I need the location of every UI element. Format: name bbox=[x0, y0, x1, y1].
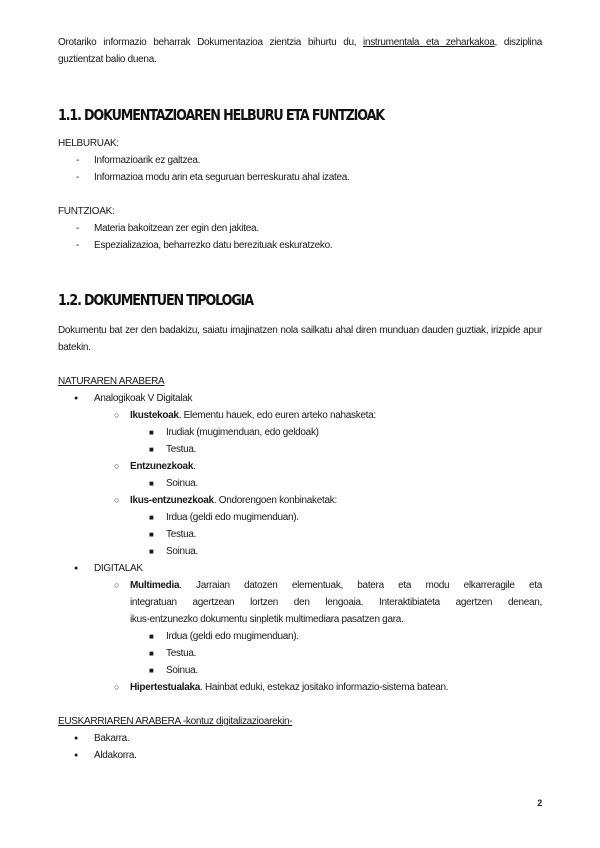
list-item: ● Bakarra. bbox=[94, 730, 129, 747]
list-item-ikus-entzunezkoak: ○ Ikus-entzunezkoak. Ondorengoen konbinaketak: bbox=[130, 492, 337, 509]
list-item-multimedia: ○ Multimedia. Jarraian datozen elementuak, batera eta modu elkarreragile eta integratuan agertzean lortzen den lengoaia. Interaktibiateta agertzen denean, ikus-entzunezko dokumentu sinpletik multimediara pasatzen gara. bbox=[130, 577, 542, 628]
list-item: ■ Testua. bbox=[166, 441, 196, 458]
list-item-hipertestualaka: ○ Hipertestualaka. Hainbat eduki, estekaz jositako informazio-sistema batean. bbox=[130, 679, 448, 696]
page-number: 2 bbox=[537, 798, 542, 808]
list-item-ikustekoak: ○ Ikustekoak. Elementu hauek, edo euren arteko nahasketa: bbox=[130, 407, 376, 424]
section-heading-1-1: 1.1. DOKUMENTAZIOAREN HELBURU ETA FUNTZIOAK bbox=[58, 106, 384, 124]
list-item-analogikoak: ● Analogikoak V Digitalak bbox=[94, 390, 192, 407]
dash-bullet-icon: - bbox=[76, 223, 80, 234]
funtzioak-label: FUNTZIOAK: bbox=[58, 206, 115, 217]
tipologia-intro: Dokumentu bat zer den badakizu, saiatu imajinatzen nola sailkatu ahal diren munduan dauden guztiak, irizpide apur batekin. bbox=[58, 325, 542, 353]
list-item: ■ Testua. bbox=[166, 526, 196, 543]
intro-paragraph bbox=[58, 34, 542, 68]
naturaren-arabera-label: NATURAREN ARABERA bbox=[58, 376, 165, 387]
dash-bullet-icon: - bbox=[76, 240, 80, 251]
intro-text: Orotariko informazio beharrak Dokumentazioa zientzia bihurtu du, bbox=[58, 37, 364, 48]
dash-bullet-icon: - bbox=[76, 155, 80, 166]
intro-text-end: , disziplina guztientzat balio duena. bbox=[58, 37, 542, 65]
list-item: ■ Irdua (geldi edo mugimenduan). bbox=[166, 628, 299, 645]
list-item: ■ Soinua. bbox=[166, 662, 198, 679]
euskarriaren-arabera-label: EUSKARRIAREN ARABERA -kontuz digitalizazioarekin- bbox=[58, 716, 293, 727]
dash-bullet-icon: - bbox=[76, 172, 80, 183]
list-item-entzunezkoak: ○ Entzunezkoak. bbox=[130, 458, 196, 475]
list-item: ■ Irdua (geldi edo mugimenduan). bbox=[166, 509, 299, 526]
section-heading-1-2: 1.2. DOKUMENTUEN TIPOLOGIA bbox=[58, 291, 253, 309]
list-item: ■ Soinua. bbox=[166, 475, 198, 492]
list-item: ● Aldakorra. bbox=[94, 747, 137, 764]
list-item-digitalak: ● DIGITALAK bbox=[94, 560, 143, 577]
intro-underlined-text: instrumentala eta zeharkakoa bbox=[363, 37, 495, 48]
helburuak-label: HELBURUAK: bbox=[58, 138, 119, 149]
list-item: ■ Soinua. bbox=[166, 543, 198, 560]
list-item: ■ Testua. bbox=[166, 645, 196, 662]
list-item: ■ Irudiak (mugimenduan, edo geldoak) bbox=[166, 424, 319, 441]
